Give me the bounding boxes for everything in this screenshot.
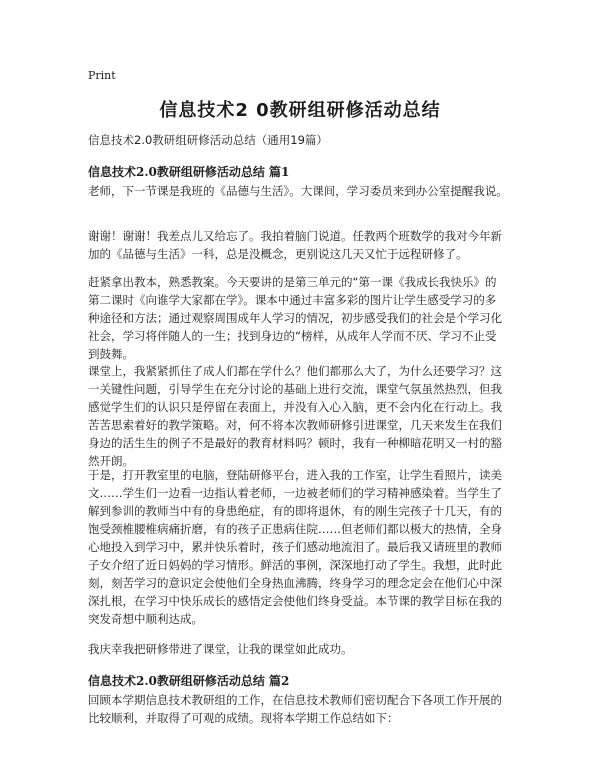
- text-line: 加的《品德与生活》一科，总是没概念，更别说这几天又忙于远程研修了。: [88, 247, 468, 261]
- text-line: 解到参训的教师当中有的身患绝症，有的即将退休，有的刚生完孩子十几天，有的: [88, 504, 502, 518]
- paragraph: [88, 466, 516, 628]
- text-line: 老师，下一节课是我班的《品德与生活》。大课间，学习委员来到办公室提醒我说。: [88, 184, 508, 198]
- text-line: 到鼓舞。: [88, 347, 134, 361]
- text-line: 回顾本学期信息技术教研组的工作，在信息技术教师们密切配合下各项工作开展的: [88, 693, 502, 707]
- text-line: 饱受颈椎腰椎病痛折磨，有的孩子正患病住院……但老师们都以极大的热情，全身: [88, 522, 502, 536]
- text-line: 社会，学习将伴随人的一生；找到身边的“榜样，从成年人学而不厌、学习不止受: [88, 329, 497, 343]
- paragraph: [88, 273, 516, 363]
- text-line: 子女介绍了近日妈妈的学习情形。鲜活的事例，深深地打动了学生。我想，此时此: [88, 558, 502, 572]
- text-line: 然开朗。: [88, 454, 134, 468]
- text-line: 我庆幸我把研修带进了课堂，让我的课堂如此成功。: [88, 642, 353, 656]
- text-line: 于是，打开教室里的电脑，登陆研修平台，进入我的工作室，让学生看照片，读美: [88, 468, 502, 482]
- paragraph: [88, 227, 516, 263]
- text-line: 身边的活生生的例子不是最好的教育材料吗？顿时，我有一种柳暗花明又一村的豁: [88, 436, 502, 450]
- text-line: 感觉学生们的认识只是停留在表面上，并没有入心入脑，更不会内化在行动上。我: [88, 400, 502, 414]
- paragraph: [88, 362, 516, 470]
- text-line: 心地投入到学习中，累并快乐着时，孩子们感动地流泪了。最后我又请班里的教师: [88, 540, 502, 554]
- section-heading: 信息技术2.0教研组研修活动总结 篇1: [88, 165, 290, 179]
- text-line: 文……学生们一边看一边指认着老师，一边被老师们的学习精神感染着。当学生了: [88, 486, 502, 500]
- text-line: 赶紧拿出教本，熟悉教案。今天要讲的是第三单元的“第一课《我成长我快乐》的: [88, 275, 497, 289]
- text-line: 一关键性问题，引导学生在充分讨论的基础上进行交流，课堂气氛虽然热烈，但我: [88, 382, 502, 396]
- text-line: 谢谢！谢谢！我差点儿又给忘了。我拍着脑门说道。任教两个班数学的我对今年新: [88, 229, 502, 243]
- text-line: 课堂上，我紧紧抓住了成人们都在学什么？他们都那么大了，为什么还要学习？这: [88, 364, 502, 378]
- text-line: 第二课时《向谁学大家都在学》。课本中通过丰富多彩的图片让学生感受学习的多: [88, 293, 497, 307]
- text-line: 深扎根，在学习中快乐成长的感悟定会使他们终身受益。本节课的教学目标在我的: [88, 594, 502, 608]
- text-line: 种途径和方法；通过观察周围成年人学习的情况，初步感受我们的社会是个学习化: [88, 311, 502, 325]
- paragraph: [88, 640, 516, 658]
- print-label: Print: [88, 69, 116, 82]
- text-line: 比较顺利，并取得了可观的成绩。现将本学期工作总结如下：: [88, 711, 399, 725]
- paragraph: [88, 182, 516, 200]
- page-title: 信息技术2 0教研组研修活动总结: [159, 100, 441, 121]
- section-heading: 信息技术2.0教研组研修活动总结 篇2: [88, 674, 290, 688]
- document-subtitle: 信息技术2.0教研组研修活动总结（通用19篇）: [88, 133, 328, 147]
- paragraph: [88, 691, 516, 727]
- text-line: 苦苦思索着好的教学策略。对，何不将本次教师研修引进课堂，几天来发生在我们: [88, 418, 502, 432]
- text-line: 刻，刻苦学习的意识定会使他们全身热血沸腾，终身学习的理念定会在他们心中深: [88, 576, 502, 590]
- text-line: 突发奇想中顺利达成。: [88, 612, 203, 626]
